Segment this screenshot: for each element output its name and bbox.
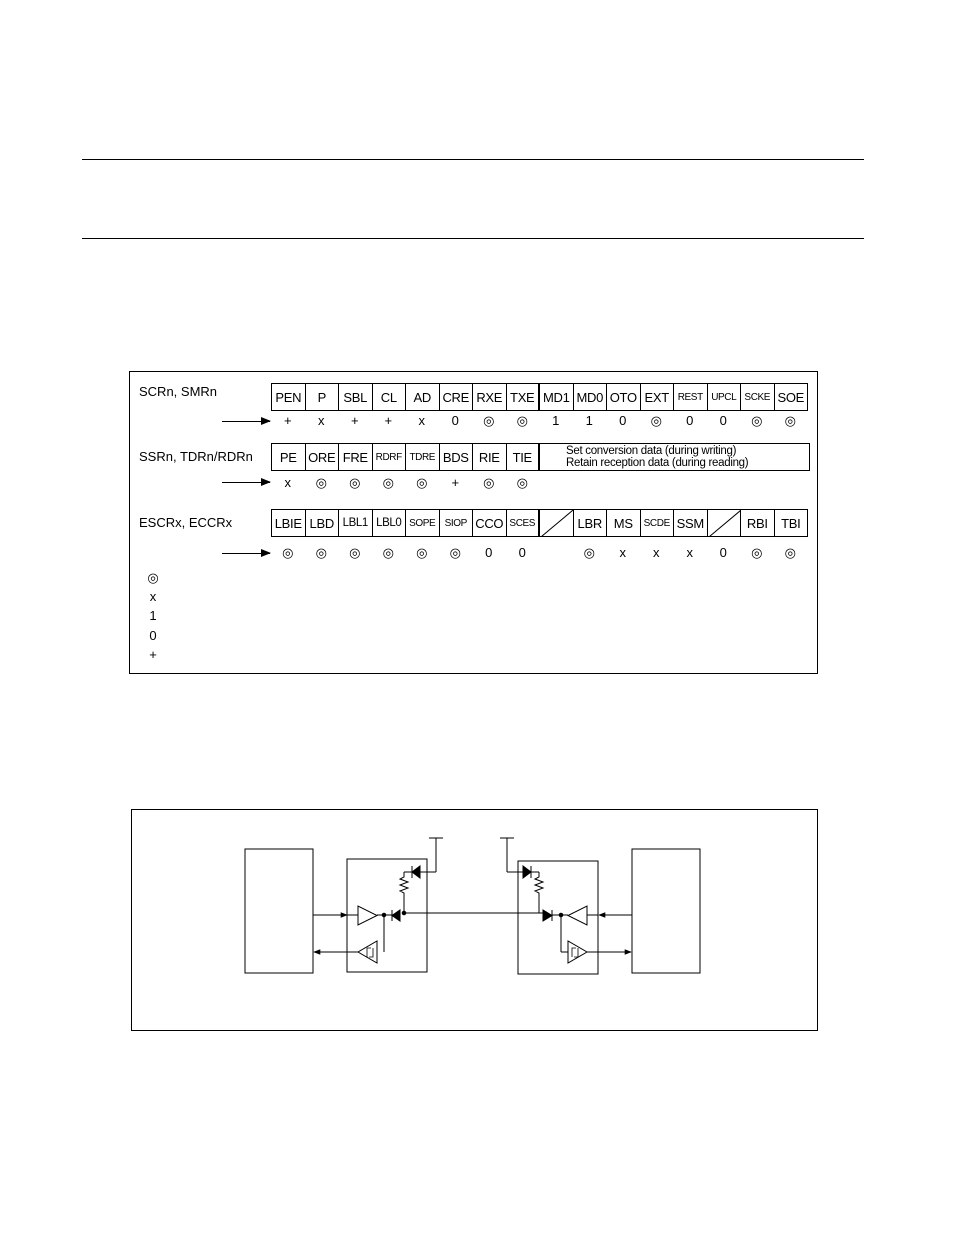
bit-cell: LBL1 (339, 509, 373, 537)
bit-cell: LBD (306, 509, 340, 537)
legend-symbol: ◎ (147, 570, 159, 585)
bit-value: x (418, 413, 425, 428)
bit-cell: SBL (339, 383, 373, 411)
bit-value: ◎ (282, 545, 294, 560)
bit-cell: LBL0 (373, 509, 407, 537)
bit-value: ◎ (349, 475, 361, 490)
bit-cell: UPCL (708, 383, 742, 411)
bit-value: ◎ (315, 475, 327, 490)
bit-cell: AD (406, 383, 440, 411)
bit-value: ◎ (416, 545, 428, 560)
bit-value: ◎ (349, 545, 361, 560)
bit-cell: SCES (507, 509, 541, 537)
bit-value: ◎ (516, 413, 528, 428)
bit-value: ◎ (449, 545, 461, 560)
bit-cell: SCDE (641, 509, 675, 537)
right-diode-icon (543, 910, 552, 921)
bit-cell: SOE (775, 383, 809, 411)
bit-value: ◎ (784, 545, 796, 560)
note-line-writing: Set conversion data (during writing) (566, 445, 737, 457)
bit-value: ◎ (483, 475, 495, 490)
left-receiver-icon (358, 941, 377, 963)
left-schmitt-icon (367, 948, 373, 957)
bit-value: 1 (585, 413, 593, 428)
bit-value: ◎ (583, 545, 595, 560)
row-label-escr-eccr: ESCRx, ECCRx (139, 515, 233, 530)
bit-value: 0 (485, 545, 493, 560)
bit-cell: TDRE (406, 443, 440, 471)
bit-value: ◎ (516, 475, 528, 490)
bit-value: 0 (719, 413, 727, 428)
bit-cell: BDS (440, 443, 474, 471)
bit-value: 0 (719, 545, 727, 560)
legend-symbol: + (149, 647, 157, 662)
bit-cell: MD0 (574, 383, 608, 411)
bit-cell: ORE (306, 443, 340, 471)
bit-value: 0 (686, 413, 694, 428)
bit-value: 0 (518, 545, 526, 560)
bit-value: x (318, 413, 325, 428)
bit-cell: RIE (473, 443, 507, 471)
bit-cell: MS (607, 509, 641, 537)
right-device-block (632, 849, 700, 973)
bit-value: 0 (451, 413, 459, 428)
bit-value: x (686, 545, 693, 560)
bit-cell: PE (272, 443, 306, 471)
right-pullup-diode-icon (523, 866, 531, 878)
bit-value: ◎ (751, 413, 763, 428)
bit-cell: CRE (440, 383, 474, 411)
bit-cell: EXT (641, 383, 675, 411)
legend-symbol: 0 (149, 628, 157, 643)
bit-value: + (451, 475, 460, 490)
bit-cell: SIOP (440, 509, 474, 537)
right-transceiver-block (518, 861, 598, 974)
bit-value: + (350, 413, 359, 428)
bit-cell: CCO (473, 509, 507, 537)
note-line-reading: Retain reception data (during reading) (566, 457, 749, 469)
row-label-scr-smr: SCRn, SMRn (139, 384, 218, 399)
bit-cell: OTO (607, 383, 641, 411)
legend-symbol: 1 (149, 608, 157, 623)
bit-cell: CL (373, 383, 407, 411)
left-device-block (245, 849, 313, 973)
bit-value: ◎ (751, 545, 763, 560)
bit-value: ◎ (382, 545, 394, 560)
bit-cell: TIE (507, 443, 541, 471)
bit-cell: RDRF (373, 443, 407, 471)
bit-value: ◎ (315, 545, 327, 560)
bit-value: ◎ (650, 413, 662, 428)
bit-cell: RBI (741, 509, 775, 537)
bit-cell: SSM (674, 509, 708, 537)
right-driver-icon (568, 906, 587, 925)
row-label-ssr-tdr-rdr: SSRn, TDRn/RDRn (139, 449, 253, 464)
bit-value: + (384, 413, 393, 428)
bit-cell: TXE (507, 383, 541, 411)
bit-value: ◎ (483, 413, 495, 428)
bit-value: + (283, 413, 292, 428)
left-diode-icon (392, 910, 400, 921)
bit-cell: FRE (339, 443, 373, 471)
bit-cell: LBIE (272, 509, 306, 537)
right-schmitt-icon (572, 948, 578, 957)
bit-cell: RXE (473, 383, 507, 411)
bit-value: ◎ (784, 413, 796, 428)
bit-value: 1 (552, 413, 560, 428)
left-pullup-diode-icon (412, 866, 420, 878)
bit-cell: PEN (272, 383, 306, 411)
bit-value: x (284, 475, 291, 490)
bit-value: x (653, 545, 660, 560)
bit-cell: MD1 (540, 383, 574, 411)
left-driver-icon (358, 906, 377, 925)
bit-cell: SOPE (406, 509, 440, 537)
bit-cell: TBI (775, 509, 809, 537)
left-resistor-icon (400, 872, 408, 897)
bit-cell: SCKE (741, 383, 775, 411)
bit-value: ◎ (382, 475, 394, 490)
right-receiver-icon (568, 941, 587, 963)
right-resistor-icon (535, 872, 543, 897)
bit-value: ◎ (416, 475, 428, 490)
bit-cell: P (306, 383, 340, 411)
bit-value: x (619, 545, 626, 560)
bit-cell: LBR (574, 509, 608, 537)
bit-value: 0 (619, 413, 627, 428)
bit-cell: REST (674, 383, 708, 411)
legend-symbol: x (149, 589, 157, 604)
